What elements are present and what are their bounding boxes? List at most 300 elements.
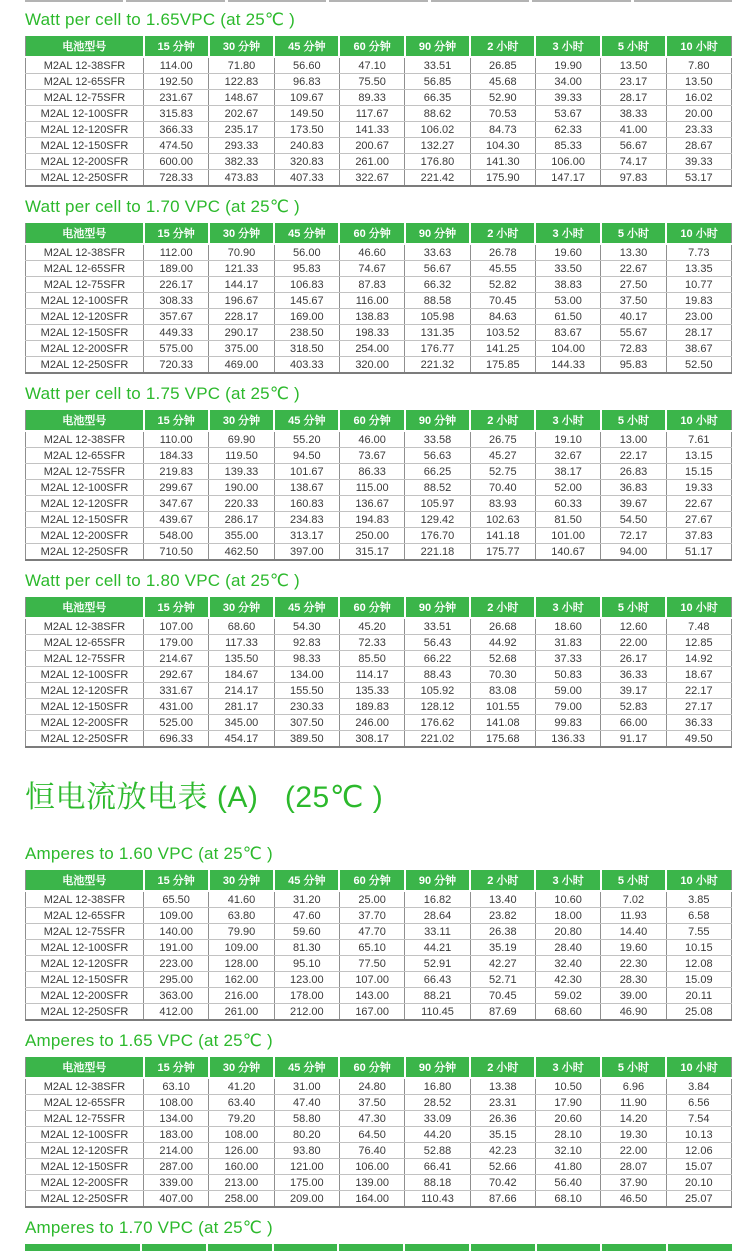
column-header: 3 小时 [535,597,600,618]
table-row [26,106,732,122]
value-cell: 221.42 [405,170,470,187]
value-cell: 212.00 [274,1004,339,1021]
value-cell: 37.50 [339,1095,404,1111]
value-cell: 33.51 [405,57,470,74]
model-cell: M2AL 12-100SFR [26,940,144,956]
value-cell: 105.92 [405,683,470,699]
value-cell: 129.42 [405,512,470,528]
value-cell: 52.91 [405,956,470,972]
value-cell: 52.50 [666,357,731,374]
column-header: 电池型号 [26,597,144,618]
value-cell: 52.00 [535,480,600,496]
table-edge-segment [532,0,630,2]
model-cell: M2AL 12-120SFR [26,683,144,699]
value-cell: 74.17 [601,154,666,170]
value-cell: 122.83 [209,74,274,90]
column-header: 90 分钟 [405,597,470,618]
value-cell: 315.83 [144,106,209,122]
value-cell: 710.50 [144,544,209,561]
value-cell: 308.33 [144,293,209,309]
value-cell: 20.60 [535,1111,600,1127]
value-cell: 407.33 [274,170,339,187]
value-cell: 101.67 [274,464,339,480]
value-cell: 46.60 [339,244,404,261]
table-header-row [26,410,732,431]
value-cell: 26.83 [601,464,666,480]
value-cell: 66.43 [405,972,470,988]
table-header-row [26,1057,732,1078]
model-cell: M2AL 12-150SFR [26,1159,144,1175]
value-cell: 382.33 [209,154,274,170]
column-header: 60 分钟 [339,36,404,57]
model-cell: M2AL 12-120SFR [26,956,144,972]
value-cell: 322.67 [339,170,404,187]
value-cell: 439.67 [144,512,209,528]
battery-data-table [25,410,732,561]
value-cell: 81.30 [274,940,339,956]
battery-datasheet-page [25,0,732,1251]
value-cell: 40.17 [601,309,666,325]
value-cell: 61.50 [535,309,600,325]
value-cell: 22.67 [601,261,666,277]
value-cell: 14.20 [601,1111,666,1127]
value-cell: 28.64 [405,908,470,924]
value-cell: 26.78 [470,244,535,261]
value-cell: 42.23 [470,1143,535,1159]
value-cell: 52.75 [470,464,535,480]
value-cell: 11.90 [601,1095,666,1111]
table-title: Watt per cell to 1.80 VPC (at 25℃ ) [25,571,300,590]
value-cell: 13.38 [470,1078,535,1095]
value-cell: 13.50 [666,74,731,90]
value-cell: 87.66 [470,1191,535,1208]
table-row [26,988,732,1004]
value-cell: 7.54 [666,1111,731,1127]
value-cell: 140.67 [535,544,600,561]
value-cell: 26.85 [470,57,535,74]
column-header: 30 分钟 [209,870,274,891]
next-table-header-partial [25,1244,732,1251]
value-cell: 68.60 [535,1004,600,1021]
value-cell: 52.82 [470,277,535,293]
value-cell: 33.51 [405,618,470,635]
value-cell: 135.33 [339,683,404,699]
table-row [26,496,732,512]
value-cell: 26.36 [470,1111,535,1127]
value-cell: 110.00 [144,431,209,448]
value-cell: 261.00 [339,154,404,170]
value-cell: 19.60 [601,940,666,956]
model-cell: M2AL 12-75SFR [26,924,144,940]
value-cell: 109.00 [209,940,274,956]
value-cell: 290.17 [209,325,274,341]
watt-tables-section [25,10,732,748]
value-cell: 28.07 [601,1159,666,1175]
value-cell: 37.90 [601,1175,666,1191]
value-cell: 45.20 [339,618,404,635]
value-cell: 141.33 [339,122,404,138]
value-cell: 23.00 [666,309,731,325]
value-cell: 299.67 [144,480,209,496]
value-cell: 136.67 [339,496,404,512]
value-cell: 76.40 [339,1143,404,1159]
value-cell: 22.00 [601,635,666,651]
value-cell: 115.00 [339,480,404,496]
model-cell: M2AL 12-200SFR [26,988,144,1004]
value-cell: 92.83 [274,635,339,651]
model-cell: M2AL 12-75SFR [26,1111,144,1127]
value-cell: 3.85 [666,891,731,908]
next-table-title: Amperes to 1.70 VPC (at 25℃ ) [25,1218,273,1237]
column-header: 60 分钟 [339,597,404,618]
value-cell: 221.32 [405,357,470,374]
column-header: 90 分钟 [405,410,470,431]
value-cell: 141.18 [470,528,535,544]
model-cell: M2AL 12-75SFR [26,464,144,480]
value-cell: 86.33 [339,464,404,480]
value-cell: 191.00 [144,940,209,956]
value-cell: 366.33 [144,122,209,138]
value-cell: 473.83 [209,170,274,187]
value-cell: 28.10 [535,1127,600,1143]
value-cell: 28.67 [666,138,731,154]
value-cell: 88.58 [405,293,470,309]
table-row [26,1127,732,1143]
model-cell: M2AL 12-150SFR [26,325,144,341]
value-cell: 175.00 [274,1175,339,1191]
column-header: 5 小时 [601,223,666,244]
table-row [26,924,732,940]
value-cell: 307.50 [274,715,339,731]
table-title: Amperes to 1.65 VPC (at 25℃ ) [25,1031,273,1050]
value-cell: 106.02 [405,122,470,138]
model-cell: M2AL 12-38SFR [26,618,144,635]
value-cell: 18.67 [666,667,731,683]
model-cell: M2AL 12-38SFR [26,244,144,261]
table-edge-segment [208,1244,272,1251]
value-cell: 13.15 [666,448,731,464]
value-cell: 73.67 [339,448,404,464]
value-cell: 220.33 [209,496,274,512]
column-header: 45 分钟 [274,410,339,431]
value-cell: 18.60 [535,618,600,635]
value-cell: 292.67 [144,667,209,683]
table-edge-segment [634,0,732,2]
table-edge-segment [25,1244,140,1251]
value-cell: 339.00 [144,1175,209,1191]
value-cell: 116.00 [339,293,404,309]
value-cell: 287.00 [144,1159,209,1175]
value-cell: 149.50 [274,106,339,122]
value-cell: 110.45 [405,1004,470,1021]
value-cell: 32.40 [535,956,600,972]
value-cell: 19.83 [666,293,731,309]
column-header: 2 小时 [470,410,535,431]
value-cell: 7.80 [666,57,731,74]
value-cell: 23.33 [666,122,731,138]
value-cell: 136.33 [535,731,600,748]
table-title: Watt per cell to 1.65VPC (at 25℃ ) [25,10,295,29]
table-row [26,309,732,325]
model-cell: M2AL 12-150SFR [26,138,144,154]
value-cell: 313.17 [274,528,339,544]
value-cell: 20.10 [666,1175,731,1191]
model-cell: M2AL 12-38SFR [26,57,144,74]
column-header: 45 分钟 [274,223,339,244]
model-cell: M2AL 12-75SFR [26,90,144,106]
value-cell: 155.50 [274,683,339,699]
column-header: 45 分钟 [274,36,339,57]
column-header: 90 分钟 [405,870,470,891]
column-header: 15 分钟 [144,36,209,57]
value-cell: 24.80 [339,1078,404,1095]
value-cell: 128.12 [405,699,470,715]
value-cell: 144.33 [535,357,600,374]
value-cell: 347.67 [144,496,209,512]
value-cell: 28.17 [601,90,666,106]
value-cell: 65.10 [339,940,404,956]
value-cell: 209.00 [274,1191,339,1208]
table-row [26,325,732,341]
value-cell: 412.00 [144,1004,209,1021]
column-header: 5 小时 [601,410,666,431]
table-header-row [26,36,732,57]
column-header: 60 分钟 [339,223,404,244]
value-cell: 47.30 [339,1111,404,1127]
model-cell: M2AL 12-38SFR [26,1078,144,1095]
value-cell: 184.33 [144,448,209,464]
value-cell: 66.35 [405,90,470,106]
value-cell: 235.17 [209,122,274,138]
model-cell: M2AL 12-250SFR [26,170,144,187]
value-cell: 190.00 [209,480,274,496]
value-cell: 38.83 [535,277,600,293]
table-edge-segment [25,0,123,2]
column-header: 电池型号 [26,223,144,244]
value-cell: 462.50 [209,544,274,561]
table-row [26,1175,732,1191]
value-cell: 52.90 [470,90,535,106]
value-cell: 45.27 [470,448,535,464]
table-row [26,261,732,277]
value-cell: 37.33 [535,651,600,667]
value-cell: 56.40 [535,1175,600,1191]
table-row [26,1004,732,1021]
value-cell: 192.50 [144,74,209,90]
table-row [26,122,732,138]
value-cell: 258.00 [209,1191,274,1208]
column-header: 电池型号 [26,410,144,431]
value-cell: 162.00 [209,972,274,988]
value-cell: 20.00 [666,106,731,122]
value-cell: 95.83 [274,261,339,277]
table-edge-segment [537,1244,601,1251]
value-cell: 42.27 [470,956,535,972]
value-cell: 91.17 [601,731,666,748]
value-cell: 109.00 [144,908,209,924]
value-cell: 81.50 [535,512,600,528]
value-cell: 117.67 [339,106,404,122]
column-header: 2 小时 [470,597,535,618]
value-cell: 99.83 [535,715,600,731]
value-cell: 176.70 [405,528,470,544]
column-header: 10 小时 [666,410,731,431]
value-cell: 66.41 [405,1159,470,1175]
value-cell: 72.83 [601,341,666,357]
value-cell: 87.83 [339,277,404,293]
amperes-tables-section [25,844,732,1208]
value-cell: 109.67 [274,90,339,106]
value-cell: 54.30 [274,618,339,635]
table-row [26,244,732,261]
table-edge-segment [228,0,326,2]
column-header: 90 分钟 [405,223,470,244]
value-cell: 14.40 [601,924,666,940]
value-cell: 33.50 [535,261,600,277]
value-cell: 42.30 [535,972,600,988]
value-cell: 39.17 [601,683,666,699]
value-cell: 22.00 [601,1143,666,1159]
value-cell: 19.90 [535,57,600,74]
model-cell: M2AL 12-65SFR [26,261,144,277]
value-cell: 22.30 [601,956,666,972]
value-cell: 93.80 [274,1143,339,1159]
model-cell: M2AL 12-200SFR [26,528,144,544]
value-cell: 41.60 [209,891,274,908]
value-cell: 44.20 [405,1127,470,1143]
value-cell: 84.63 [470,309,535,325]
column-header: 3 小时 [535,36,600,57]
value-cell: 175.68 [470,731,535,748]
value-cell: 12.60 [601,618,666,635]
value-cell: 51.17 [666,544,731,561]
table-row [26,480,732,496]
value-cell: 56.63 [405,448,470,464]
value-cell: 33.11 [405,924,470,940]
value-cell: 198.33 [339,325,404,341]
column-header: 10 小时 [666,597,731,618]
column-header: 5 小时 [601,1057,666,1078]
value-cell: 175.85 [470,357,535,374]
value-cell: 41.80 [535,1159,600,1175]
model-cell: M2AL 12-150SFR [26,699,144,715]
value-cell: 26.68 [470,618,535,635]
value-cell: 176.77 [405,341,470,357]
model-cell: M2AL 12-250SFR [26,357,144,374]
value-cell: 45.68 [470,74,535,90]
model-cell: M2AL 12-120SFR [26,309,144,325]
value-cell: 219.83 [144,464,209,480]
value-cell: 28.17 [666,325,731,341]
value-cell: 134.00 [144,1111,209,1127]
value-cell: 121.33 [209,261,274,277]
value-cell: 19.33 [666,480,731,496]
column-header: 30 分钟 [209,410,274,431]
value-cell: 56.67 [601,138,666,154]
value-cell: 397.00 [274,544,339,561]
table-row [26,956,732,972]
value-cell: 66.25 [405,464,470,480]
value-cell: 25.07 [666,1191,731,1208]
column-header: 45 分钟 [274,1057,339,1078]
value-cell: 139.33 [209,464,274,480]
value-cell: 69.90 [209,431,274,448]
value-cell: 26.38 [470,924,535,940]
value-cell: 75.50 [339,74,404,90]
value-cell: 88.62 [405,106,470,122]
column-header: 10 小时 [666,36,731,57]
model-cell: M2AL 12-250SFR [26,1004,144,1021]
value-cell: 18.00 [535,908,600,924]
value-cell: 63.80 [209,908,274,924]
value-cell: 107.00 [144,618,209,635]
value-cell: 141.25 [470,341,535,357]
value-cell: 173.50 [274,122,339,138]
table-title: Watt per cell to 1.75 VPC (at 25℃ ) [25,384,300,403]
column-header: 90 分钟 [405,36,470,57]
value-cell: 19.60 [535,244,600,261]
battery-data-table [25,223,732,374]
value-cell: 196.67 [209,293,274,309]
table-row [26,528,732,544]
value-cell: 160.83 [274,496,339,512]
value-cell: 231.67 [144,90,209,106]
value-cell: 12.06 [666,1143,731,1159]
value-cell: 7.73 [666,244,731,261]
column-header: 10 小时 [666,223,731,244]
value-cell: 315.17 [339,544,404,561]
value-cell: 70.42 [470,1175,535,1191]
value-cell: 548.00 [144,528,209,544]
value-cell: 85.33 [535,138,600,154]
value-cell: 85.50 [339,651,404,667]
value-cell: 37.50 [601,293,666,309]
value-cell: 112.00 [144,244,209,261]
value-cell: 221.02 [405,731,470,748]
value-cell: 27.50 [601,277,666,293]
value-cell: 70.45 [470,988,535,1004]
value-cell: 13.00 [601,431,666,448]
value-cell: 230.33 [274,699,339,715]
value-cell: 33.58 [405,431,470,448]
value-cell: 32.10 [535,1143,600,1159]
model-cell: M2AL 12-65SFR [26,448,144,464]
value-cell: 143.00 [339,988,404,1004]
value-cell: 123.00 [274,972,339,988]
column-header: 45 分钟 [274,597,339,618]
model-cell: M2AL 12-100SFR [26,1127,144,1143]
value-cell: 213.00 [209,1175,274,1191]
value-cell: 32.67 [535,448,600,464]
value-cell: 47.70 [339,924,404,940]
value-cell: 214.17 [209,683,274,699]
model-cell: M2AL 12-250SFR [26,1191,144,1208]
table-block [25,1031,732,1208]
value-cell: 11.93 [601,908,666,924]
table-row [26,341,732,357]
table-row [26,635,732,651]
value-cell: 131.35 [405,325,470,341]
value-cell: 53.17 [666,170,731,187]
value-cell: 126.00 [209,1143,274,1159]
value-cell: 234.83 [274,512,339,528]
model-cell: M2AL 12-150SFR [26,972,144,988]
value-cell: 28.40 [535,940,600,956]
value-cell: 10.60 [535,891,600,908]
column-header: 2 小时 [470,223,535,244]
value-cell: 47.10 [339,57,404,74]
table-row [26,891,732,908]
